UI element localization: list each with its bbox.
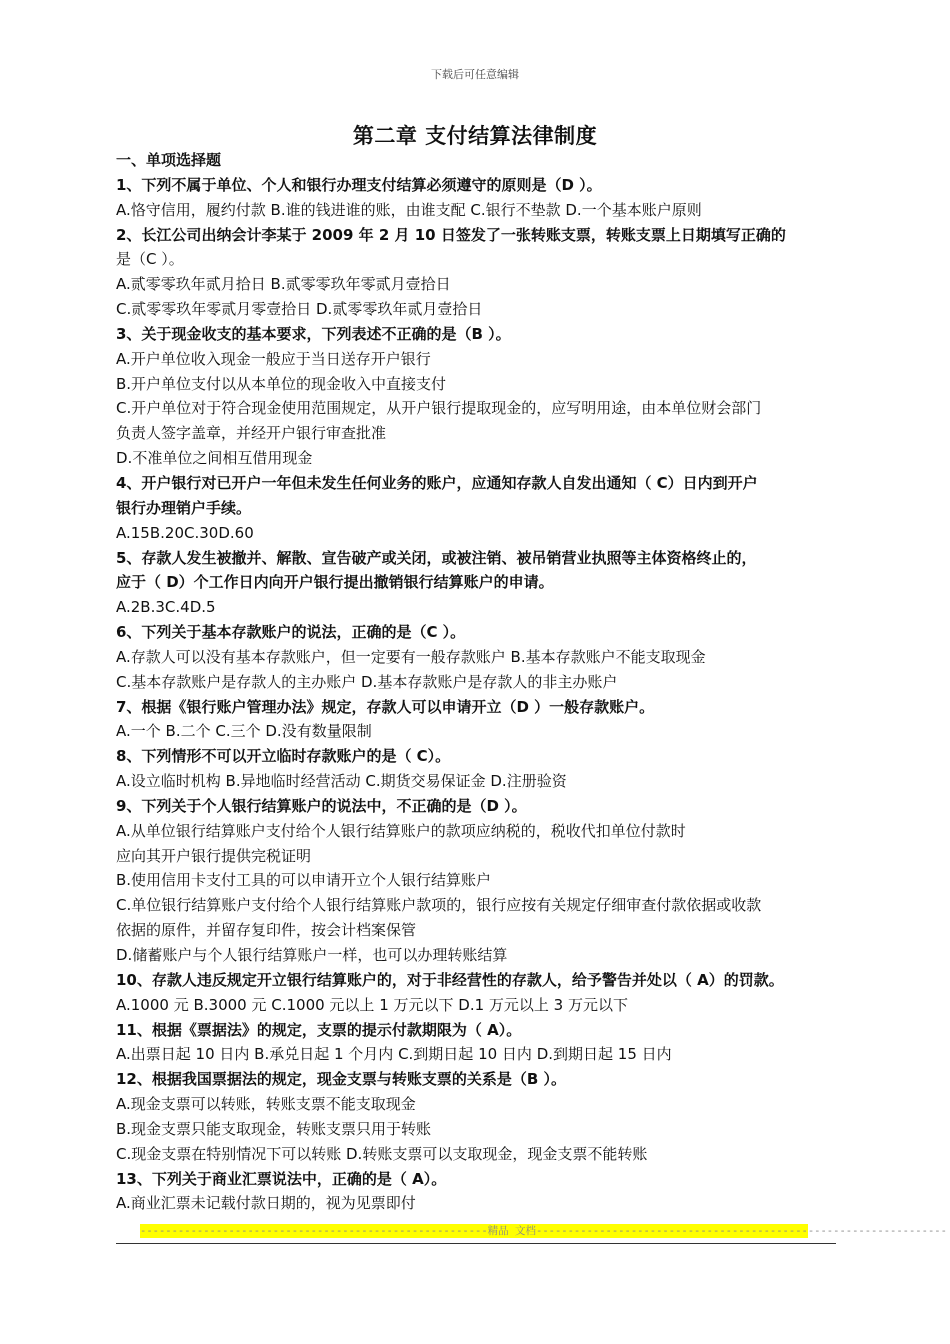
option-line: B.现金支票只能支取现金，转账支票只用于转账 bbox=[116, 1119, 432, 1138]
option-line: C.基本存款账户是存款人的主办账户 D.基本存款账户是存款人的非主办账户 bbox=[116, 672, 618, 691]
question-line: 3、关于现金收支的基本要求，下列表述不正确的是（B ）。 bbox=[116, 324, 511, 343]
question-line: 13、下列关于商业汇票说法中，正确的是（ A）。 bbox=[116, 1169, 447, 1188]
option-line: C.现金支票在特别情况下可以转账 D.转账支票可以支取现金，现金支票不能转账 bbox=[116, 1144, 648, 1163]
footer-divider bbox=[116, 1243, 836, 1244]
option-line: D.储蓄账户与个人银行结算账户一样，也可以办理转账结算 bbox=[116, 946, 508, 964]
question-line: 4、开户银行对已开户一年但未发生任何业务的账户，应通知存款人自发出通知（ C）日内到开户 bbox=[116, 473, 758, 492]
option-line: 负责人签字盖章，并经开户银行审查批准 bbox=[116, 424, 387, 443]
question-line: 8、下列情形不可以开立临时存款账户的是（ C）。 bbox=[116, 747, 451, 766]
option-line: B.开户单位支付以从本单位的现金收入中直接支付 bbox=[116, 374, 447, 393]
question-line: 10、存款人违反规定开立银行结算账户的，对于非经营性的存款人，给予警告并处以（ A）的罚款。 bbox=[116, 970, 784, 989]
option-line: D.不准单位之间相互借用现金 bbox=[116, 449, 313, 468]
option-line: A.2B.3C.4D.5 bbox=[116, 598, 216, 617]
option-line: A.贰零零玖年贰月拾日 B.贰零零玖年零贰月壹拾日 bbox=[116, 275, 451, 294]
option-line: A.存款人可以没有基本存款账户，但一定要有一般存款账户 B.基本存款账户不能支取现金 bbox=[116, 647, 706, 666]
option-line: C.贰零零玖年零贰月零壹拾日 D.贰零零玖年贰月壹拾日 bbox=[116, 300, 483, 319]
option-line: A.一个 B.二个 C.三个 D.没有数量限制 bbox=[116, 722, 372, 741]
option-line: A.恪守信用，履约付款 B.谁的钱进谁的账，由谁支配 C.银行不垫款 D.一个基本账户原则 bbox=[116, 200, 702, 219]
option-line: A.15B.20C.30D.60 bbox=[116, 523, 254, 542]
page-header: 下载后可任意编辑 bbox=[431, 68, 519, 81]
question-line: 7、根据《银行账户管理办法》规定，存款人可以申请开立（D ）一般存款账户。 bbox=[116, 697, 655, 716]
option-line: C.单位银行结算账户支付给个人银行结算账户款项的，银行应按有关规定仔细审查付款依据或收款 bbox=[116, 896, 762, 915]
option-line: A.商业汇票未记载付款日期的，视为见票即付 bbox=[116, 1194, 416, 1213]
option-line: 依据的原件，并留存复印件，按会计档案保管 bbox=[116, 921, 417, 940]
option-line: A.现金支票可以转账，转账支票不能支取现金 bbox=[116, 1095, 416, 1114]
option-line: B.使用信用卡支付工具的可以申请开立个人银行结算账户 bbox=[116, 871, 492, 890]
question-line: 应于（ D）个工作日内向开户银行提出撤销银行结算账户的申请。 bbox=[116, 573, 554, 592]
option-line: A.1000 元 B.3000 元 C.1000 元以上 1 万元以下 D.1 万元以上 3 万元以下 bbox=[116, 995, 628, 1014]
option-line: A.从单位银行结算账户支付给个人银行结算账户的款项应纳税的，税收代扣单位付款时 bbox=[116, 821, 686, 840]
option-line: C.开户单位对于符合现金使用范围规定，从开户银行提取现金的，应写明用途，由本单位财会部门 bbox=[116, 399, 762, 418]
question-line: 11、根据《票据法》的规定，支票的提示付款期限为（ A）。 bbox=[116, 1020, 522, 1039]
question-line: 12、根据我国票据法的规定，现金支票与转账支票的关系是（B ）。 bbox=[116, 1070, 567, 1089]
option-line: A.出票日起 10 日内 B.承兑日起 1 个月内 C.到期日起 10 日内 D.到期日起 15 日内 bbox=[116, 1045, 672, 1064]
document-body bbox=[116, 148, 856, 1216]
chapter-title: 第二章 支付结算法律制度 bbox=[352, 124, 598, 148]
option-line: 应向其开户银行提供完税证明 bbox=[116, 846, 312, 865]
question-line: 5、存款人发生被撤并、解散、宣告破产或关闭，或被注销、被吊销营业执照等主体资格终止的， bbox=[116, 548, 757, 567]
question-line: 2、长江公司出纳会计李某于 2009 年 2 月 10 日签发了一张转账支票，转账支票上日期填写正确的 bbox=[116, 225, 786, 244]
option-line: 是（C ）。 bbox=[116, 250, 184, 269]
question-line: 银行办理销户手续。 bbox=[116, 498, 252, 517]
question-line: 9、下列关于个人银行结算账户的说法中，不正确的是（D ）。 bbox=[116, 796, 527, 815]
option-line: A.设立临时机构 B.异地临时经营活动 C.期货交易保证金 D.注册验资 bbox=[116, 772, 567, 791]
question-line: 1、下列不属于单位、个人和银行办理支付结算必须遵守的原则是（D ）。 bbox=[116, 175, 602, 194]
question-line: 一、单项选择题 bbox=[116, 151, 222, 169]
footer-banner: -------------------------------------------------------精品 文档----------------------------------------------------------------- bbox=[140, 1225, 947, 1237]
question-line: 6、下列关于基本存款账户的说法，正确的是（C ）。 bbox=[116, 623, 466, 642]
option-line: A.开户单位收入现金一般应于当日送存开户银行 bbox=[116, 349, 431, 368]
